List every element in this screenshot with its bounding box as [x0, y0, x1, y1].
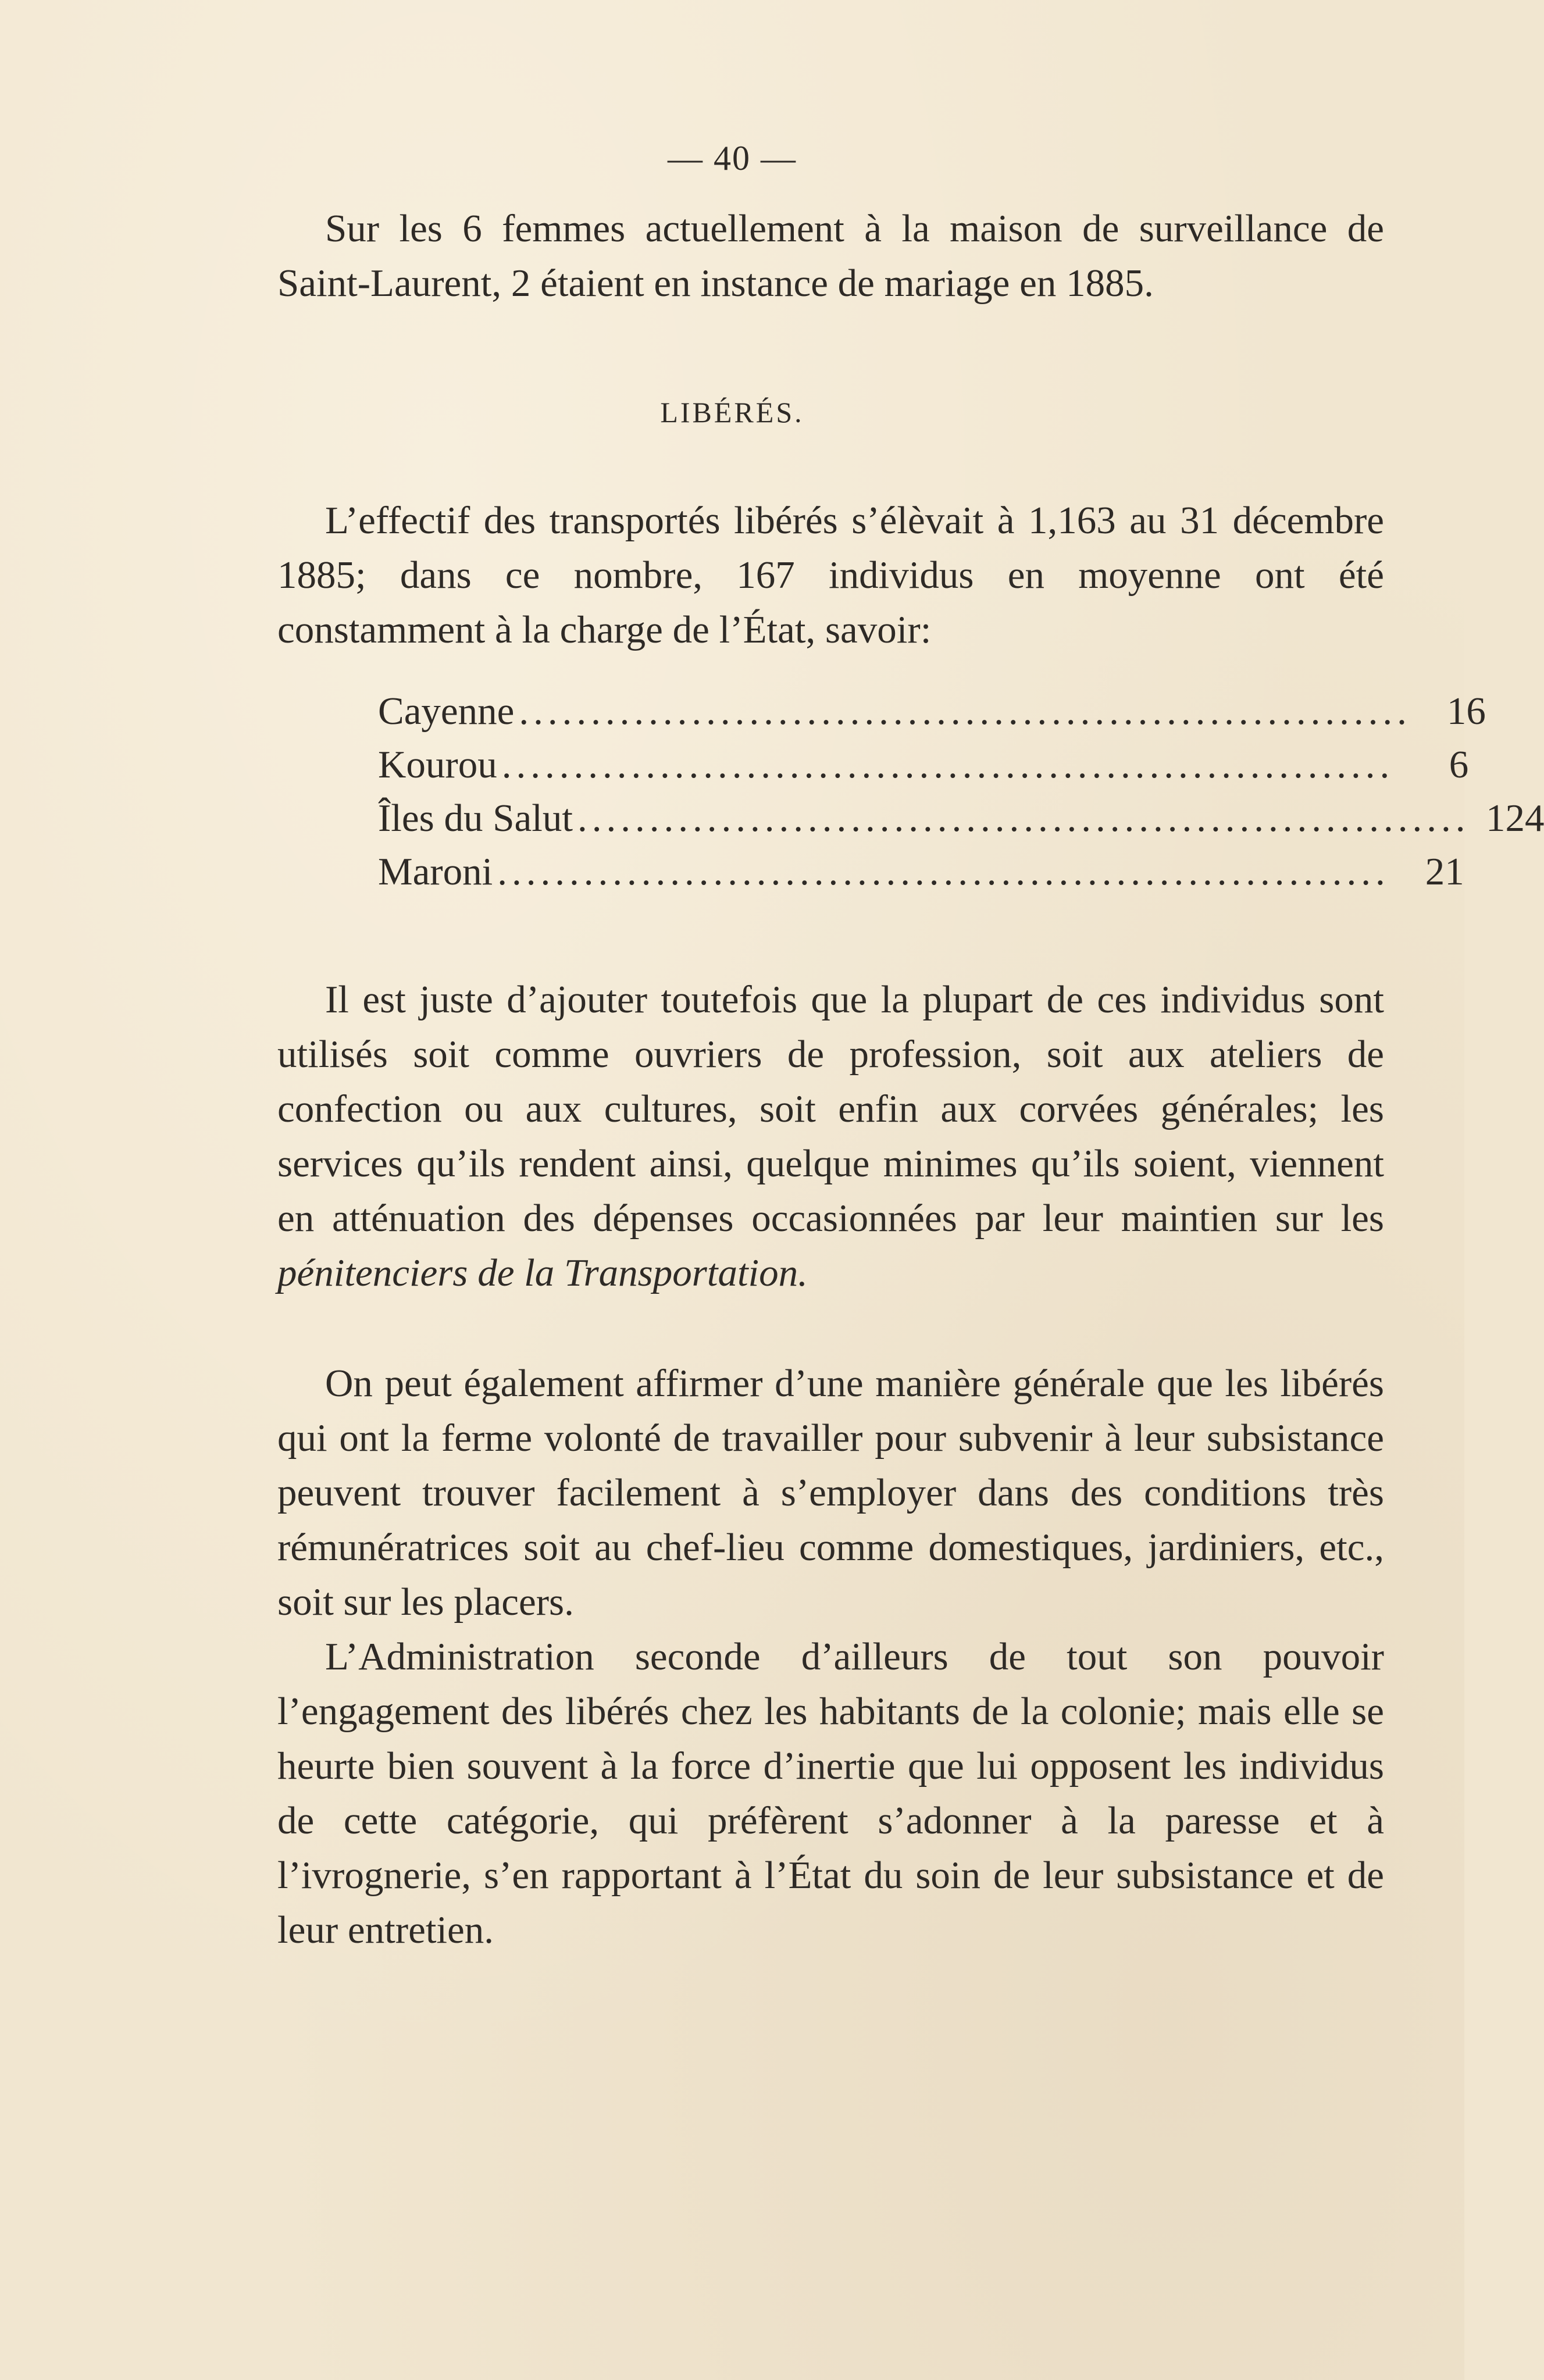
paragraph-text-main: Il est juste d’ajouter toutefois que la plupart de ces individus sont utilisés soit comme ouvriers de profession, soit aux ateliers de confection ou aux cultures, soit enfin aux corvées générales; les services qu’ils rendent ainsi, quelque minimes qu’ils soient, viennent en atténuation des dépenses occasionnées par leur maintien sur les: [277, 978, 1384, 1240]
dot-leader: ..............................................................: [519, 690, 1411, 733]
location-count: 16: [1446, 690, 1486, 733]
list-item: [378, 689, 1486, 743]
dot-leader: ..............................................................: [497, 850, 1390, 893]
paragraph-text: L’Administration seconde d’ailleurs de tout son pouvoir l’engagement des libérés chez les habitants de la colonie; mais elle se heurte bien souvent à la force d’inertie que lui opposent les individus de cette catégorie, qui préfèrent s’adonner à la paresse et à l’ivrognerie, s’en rapportant à l’État du soin de leur subsistance et de leur entretien.: [277, 1635, 1384, 1951]
page-number: — 40 —: [668, 139, 797, 177]
paragraph-text: Sur les 6 femmes actuellement à la maison de surveillance de Saint-Laurent, 2 étaient en instance de mariage en 1885.: [277, 207, 1384, 305]
paragraph-women-surveillance: [277, 201, 1384, 311]
location-name: Îles du Salut: [378, 797, 573, 840]
location-count: 21: [1425, 850, 1464, 893]
paragraph-text: [277, 972, 1384, 1300]
location-count: 124: [1485, 797, 1544, 840]
paragraph-utilisation: [277, 972, 1384, 1300]
section-heading: LIBÉRÉS.: [660, 396, 804, 429]
location-list: [378, 689, 1544, 903]
list-item: [378, 796, 1544, 850]
location-name: Cayenne: [378, 690, 515, 733]
paragraph-text-italic: pénitenciers de la Transportation.: [277, 1251, 808, 1294]
dot-leader: ..............................................................: [501, 743, 1395, 786]
paragraph-effectif: [277, 493, 1384, 657]
list-item: [378, 850, 1464, 903]
paragraph-text: L’effectif des transportés libérés s’élèvait à 1,163 au 31 décembre 1885; dans ce nombre, 167 individus en moyenne ont été constamment à la charge de l’État, savoir:: [277, 499, 1384, 651]
location-name: Maroni: [378, 850, 493, 893]
location-name: Kourou: [378, 743, 497, 786]
location-count: 6: [1449, 743, 1469, 786]
paragraph-emploi: [277, 1356, 1384, 1629]
dot-leader: ..............................................................: [577, 797, 1470, 840]
paragraph-text: On peut également affirmer d’une manière générale que les libérés qui ont la ferme volonté de travailler pour subvenir à leur subsistance peuvent trouver facilement à s’employer dans des conditions très rémunératrices soit au chef-lieu comme domestiques, jardiniers, etc., soit sur les placers.: [277, 1362, 1384, 1623]
paragraph-administration: [277, 1629, 1384, 1957]
list-item: [378, 743, 1469, 796]
